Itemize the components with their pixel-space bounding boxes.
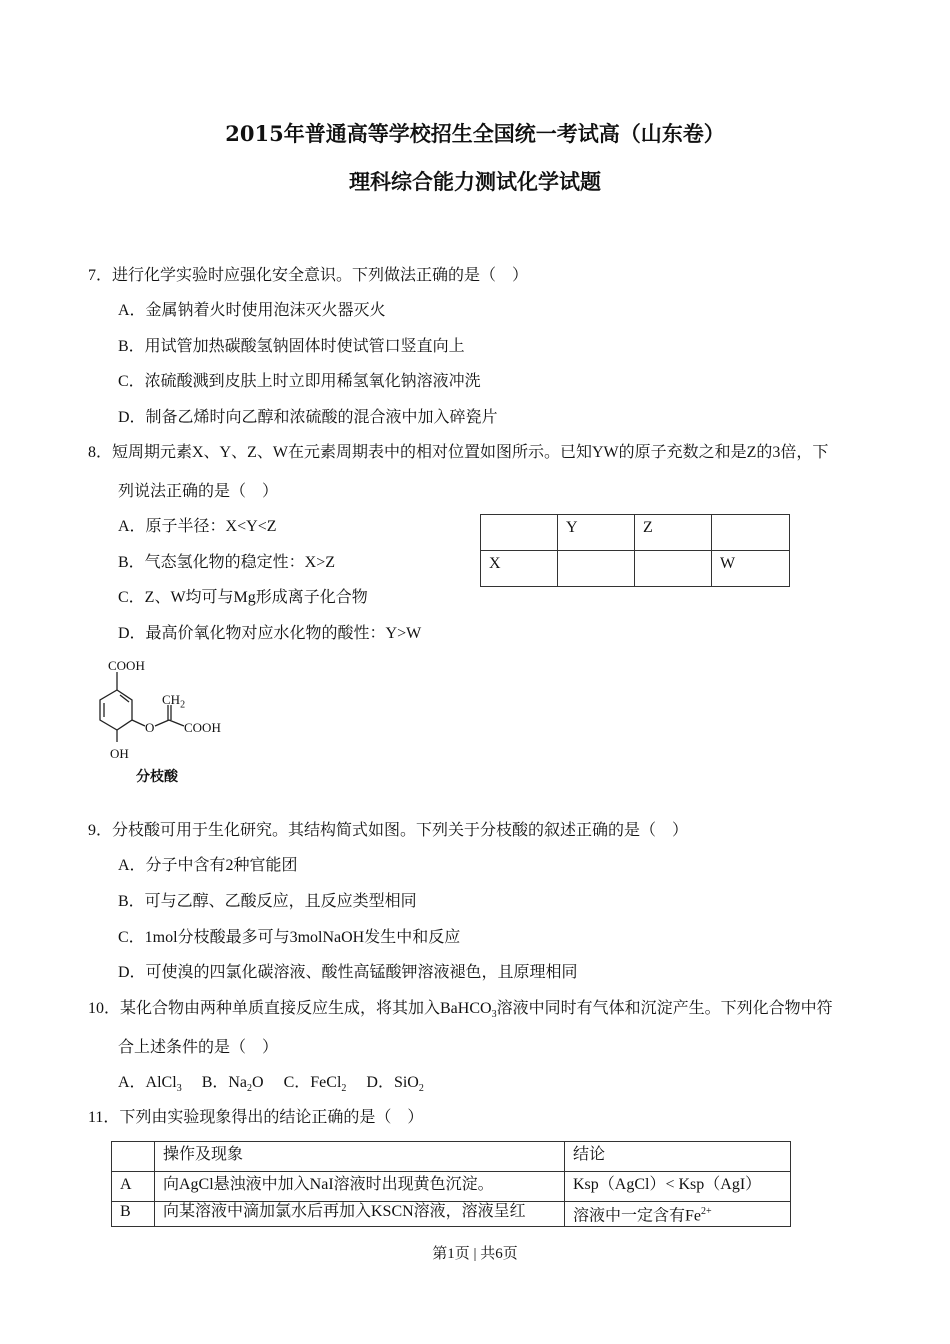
- cell: [635, 551, 712, 587]
- q9-option-a: A．分子中含有2种官能团: [118, 857, 298, 874]
- cell: Z: [635, 515, 712, 551]
- label: B．Na: [201, 1074, 248, 1091]
- q7-stem: 7．进行化学实验时应强化安全意识。下列做法正确的是（ ）: [88, 267, 529, 284]
- q7-option-c: C．浓硫酸溅到皮肤上时立即用稀氢氧化钠溶液冲洗: [118, 373, 481, 390]
- q7-option-a: A．金属钠着火时使用泡沫灭火器灭火: [118, 302, 386, 319]
- q10-stem-a: 10．某化合物由两种单质直接反应生成，将其加入BaHCO: [88, 1000, 492, 1017]
- cell: 向AgCl悬浊液中加入NaI溶液时出现黄色沉淀。: [155, 1172, 565, 1202]
- cell: Y: [558, 515, 635, 551]
- q11-table: [111, 1141, 791, 1227]
- label-tail: O: [252, 1074, 264, 1091]
- cell: 向某溶液中滴加氯水后再加入KSCN溶液，溶液呈红: [155, 1202, 565, 1227]
- page-footer: 第1页 | 共6页: [432, 1246, 518, 1262]
- title-line-1: 2015年普通高等学校招生全国统一考试高（山东卷）: [225, 121, 725, 146]
- cell: A: [112, 1172, 155, 1202]
- cell-text: 溶液中一定含有Fe: [573, 1207, 702, 1225]
- q10-options: [118, 1073, 424, 1099]
- q8-option-d: D．最高价氧化物对应水化物的酸性：Y>W: [118, 625, 422, 642]
- q9-stem: 9．分枝酸可用于生化研究。其结构简式如图。下列关于分枝酸的叙述正确的是（ ）: [88, 822, 689, 839]
- header-cell: [112, 1142, 155, 1172]
- q8-stem-cont: 列说法正确的是（ ）: [118, 483, 279, 500]
- q10-option-d: [366, 1074, 424, 1095]
- oh-label: OH: [110, 746, 129, 761]
- q8-option-a: A．原子半径：X<Y<Z: [118, 518, 277, 535]
- chorismic-acid-structure: [80, 650, 260, 790]
- label: C．FeCl: [283, 1074, 342, 1091]
- q10-stem-cont: 合上述条件的是（ ）: [118, 1039, 279, 1056]
- q11-stem: 11．下列由实验现象得出的结论正确的是（ ）: [88, 1109, 424, 1126]
- cell: [481, 515, 558, 551]
- ch2-subscript: 2: [180, 699, 186, 711]
- subscript: 2: [341, 1083, 347, 1095]
- q8-option-b: B．气态氢化物的稳定性：X>Z: [118, 554, 336, 571]
- periodic-table-fragment: [480, 514, 790, 587]
- cooh-label: COOH: [108, 658, 145, 673]
- cell: W: [712, 551, 790, 587]
- ether-oxygen-label: O: [145, 720, 155, 735]
- header-cell: 操作及现象: [155, 1142, 565, 1172]
- cell: [565, 1202, 791, 1227]
- q10-option-a: [118, 1074, 182, 1095]
- cell: X: [481, 551, 558, 587]
- cell: B: [112, 1202, 155, 1227]
- cell: [558, 551, 635, 587]
- q10-option-b: [201, 1074, 264, 1095]
- q8-option-c: C．Z、W均可与Mg形成离子化合物: [118, 589, 368, 606]
- q9-option-b: B．可与乙醇、乙酸反应，且反应类型相同: [118, 893, 417, 910]
- q9-option-d: D．可使溴的四氯化碳溶液、酸性高锰酸钾溶液褪色，且原理相同: [118, 964, 578, 981]
- label: D．SiO: [366, 1074, 419, 1091]
- cooh-side-label: COOH: [184, 720, 221, 735]
- cell: [712, 515, 790, 551]
- title-line-2: 理科综合能力测试化学试题: [349, 169, 601, 194]
- structure-caption: 分枝酸: [136, 770, 178, 785]
- subscript: 3: [176, 1083, 182, 1095]
- ch-text: CH: [162, 692, 181, 707]
- subscript: 2: [418, 1083, 424, 1095]
- header-cell: 结论: [565, 1142, 791, 1172]
- q10-stem: [88, 999, 833, 1025]
- ch2-label: [162, 690, 185, 716]
- cell: Ksp（AgCl）< Ksp（AgI）: [565, 1172, 791, 1202]
- q7-option-d: D．制备乙烯时向乙醇和浓硫酸的混合液中加入碎瓷片: [118, 409, 498, 426]
- label: A．AlCl: [118, 1074, 177, 1091]
- q10-stem-b: 溶液中同时有气体和沉淀产生。下列化合物中符: [496, 1000, 833, 1017]
- subscript: 3: [491, 1009, 497, 1021]
- q9-option-c: C．1mol分枝酸最多可与3molNaOH发生中和反应: [118, 929, 461, 946]
- q7-option-b: B．用试管加热碳酸氢钠固体时使试管口竖直向上: [118, 338, 465, 355]
- q8-stem: 8．短周期元素X、Y、Z、W在元素周期表中的相对位置如图所示。已知YW的原子充数之和是Z的3倍，下: [88, 444, 829, 461]
- superscript: 2+: [701, 1206, 712, 1217]
- subscript: 2: [247, 1083, 253, 1095]
- q10-option-c: [283, 1074, 347, 1095]
